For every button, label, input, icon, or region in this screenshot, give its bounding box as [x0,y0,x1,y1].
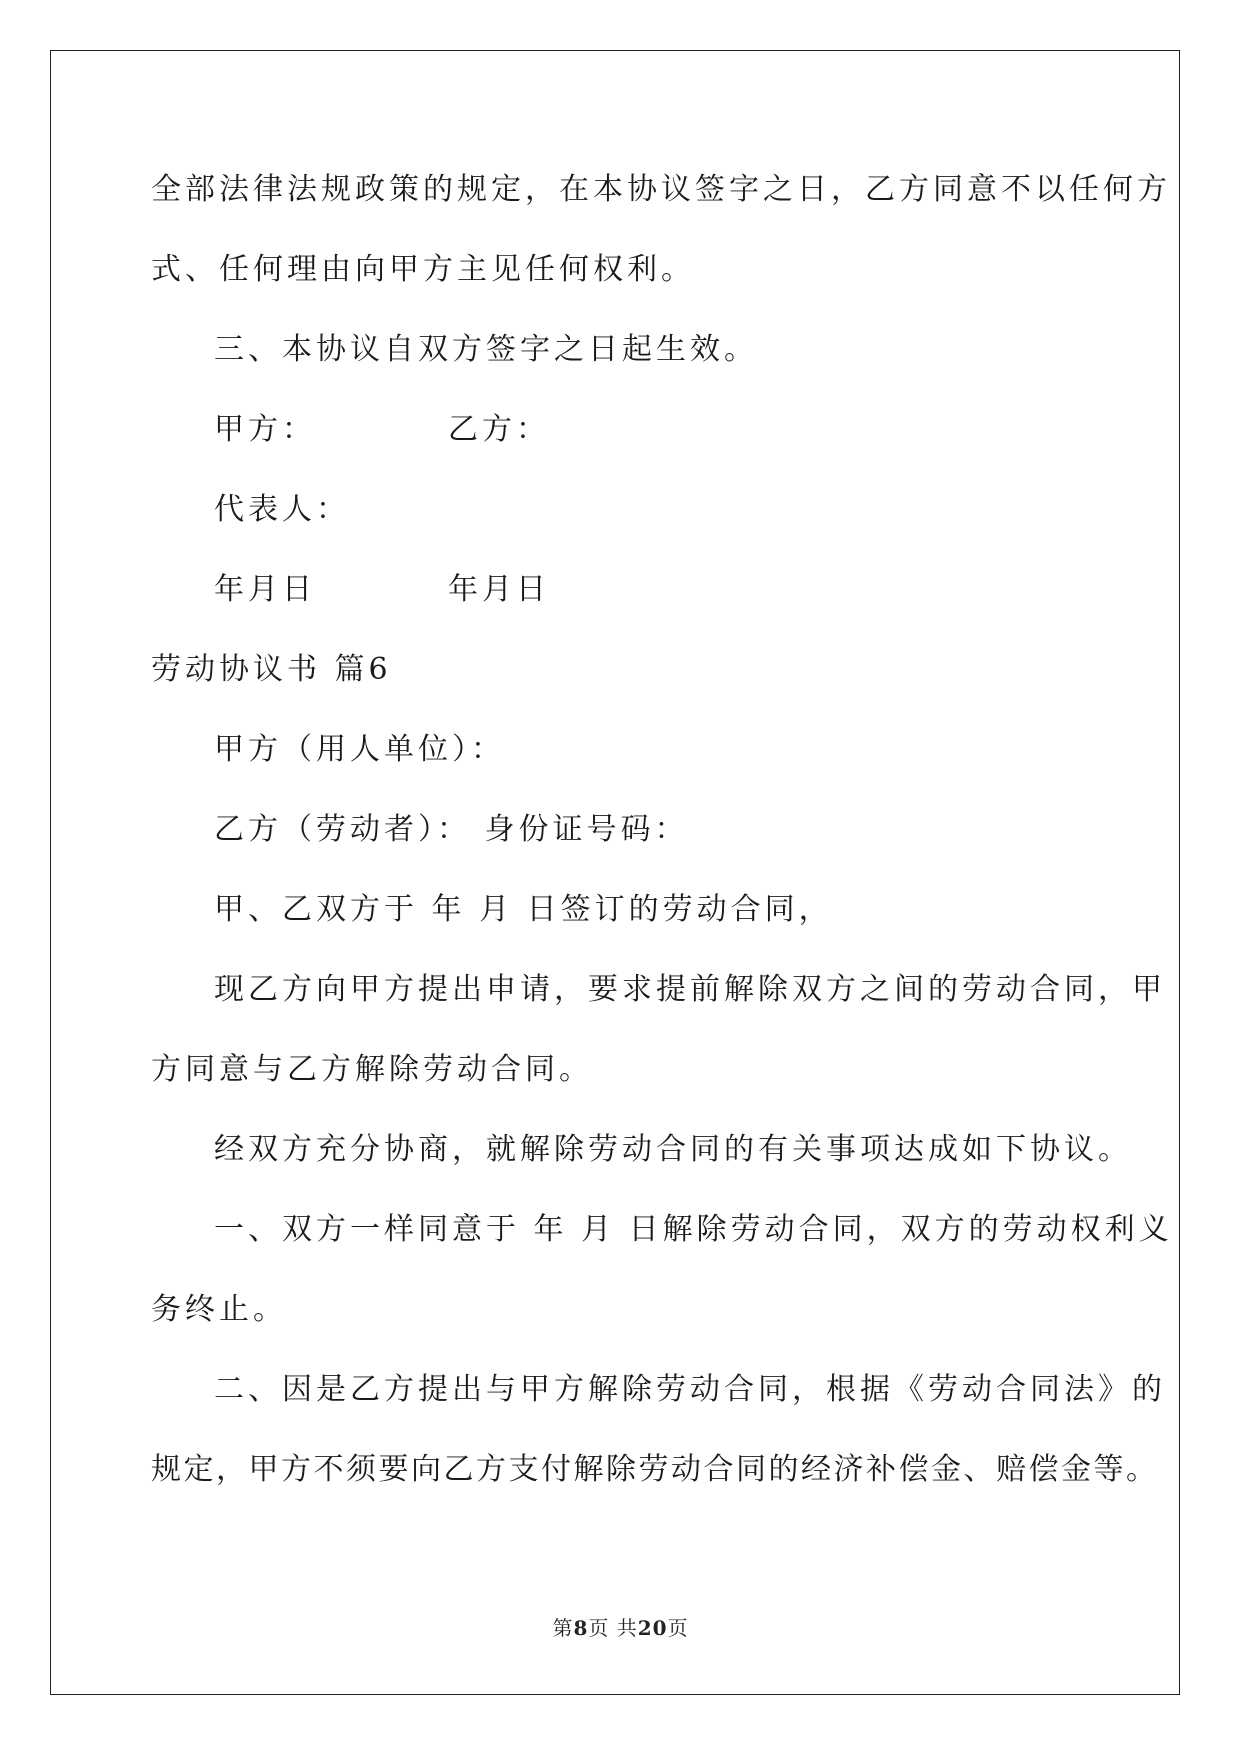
page-number: 8 [573,1616,589,1640]
paragraph-line: 务终止。 [151,1292,287,1327]
footer-suffix: 页 [667,1616,689,1640]
section-title: 劳动协议书 篇6 [151,652,392,687]
paragraph-line: 经双方充分协商，就解除劳动合同的有关事项达成如下协议。 [214,1132,1132,1167]
representative-label: 代表人： [214,492,350,527]
date-b-label: 年月日 [448,572,550,607]
footer-mid: 页 共 [588,1616,638,1640]
clause-two: 二、因是乙方提出与甲方解除劳动合同，根据《劳动合同法》的 [214,1372,1166,1407]
clause-three: 三、本协议自双方签字之日起生效。 [214,332,758,367]
paragraph-line: 方同意与乙方解除劳动合同。 [151,1052,593,1087]
contract-date-line: 甲、乙双方于 年 月 日签订的劳动合同， [214,892,833,927]
party-b-signature-label: 乙方： [448,412,550,447]
paragraph-line: 全部法律法规政策的规定，在本协议签字之日，乙方同意不以任何方 [151,172,1171,207]
paragraph-line: 式、任何理由向甲方主见任何权利。 [151,252,695,287]
footer-prefix: 第 [552,1616,574,1640]
party-a-employer: 甲方（用人单位）： [214,732,505,767]
party-b-employee: 乙方（劳动者）： 身份证号码： [214,812,689,847]
clause-one: 一、双方一样同意于 年 月 日解除劳动合同，双方的劳动权利义 [214,1212,1173,1247]
date-a-label: 年月日 [214,572,316,607]
party-a-signature-label: 甲方： [214,412,316,447]
paragraph-line: 现乙方向甲方提出申请，要求提前解除双方之间的劳动合同，甲 [214,972,1166,1007]
page-footer [0,1612,1241,1641]
total-pages: 20 [637,1616,668,1640]
page-border [50,50,1180,1695]
paragraph-line: 规定，甲方不须要向乙方支付解除劳动合同的经济补偿金、赔偿金等。 [151,1452,1159,1487]
